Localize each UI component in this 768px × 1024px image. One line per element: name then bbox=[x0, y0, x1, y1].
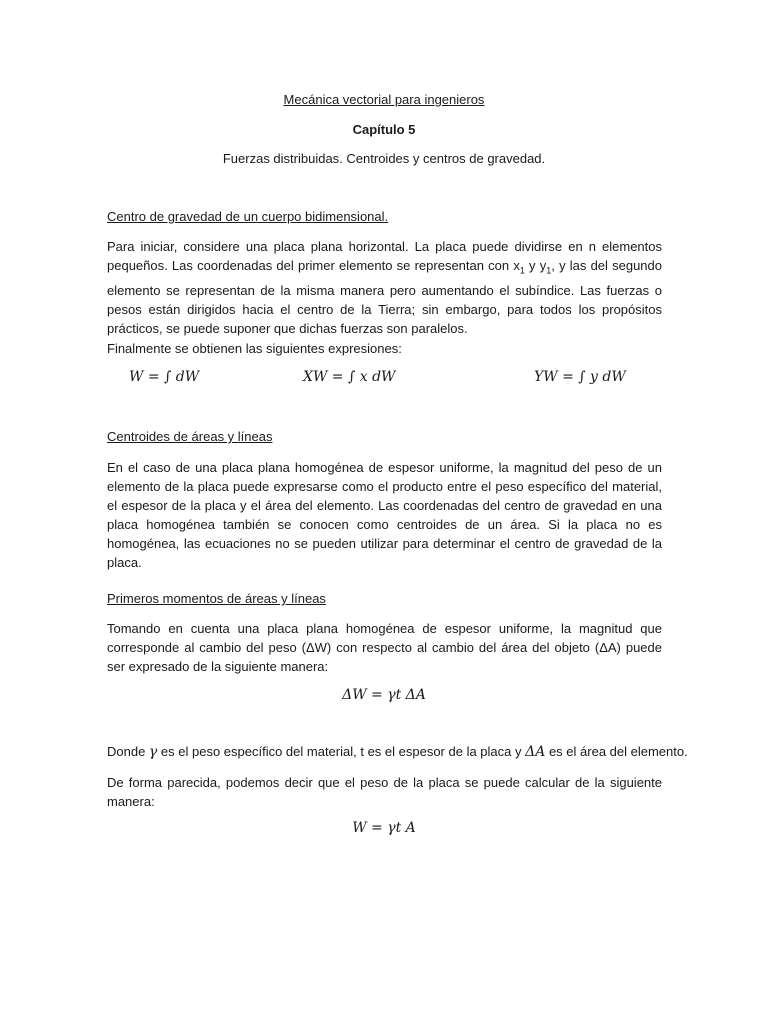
paragraph-donde-text-c: es el área del elemento. bbox=[545, 744, 688, 759]
paragraph-expresiones: Finalmente se obtienen las siguientes expresiones: bbox=[107, 341, 402, 356]
paragraph-intro-text-c: , y las del segundo elemento se representan de la misma manera pero aumentando el subíndice. Las fuerzas o pesos están dirigidos hacia el centro de la Tierra; sin embargo, para todos los propósitos prácticos, se puede suponer que dichas fuerzas son paralelos. bbox=[107, 258, 663, 336]
section-heading-centro-gravedad: Centro de gravedad de un cuerpo bidimensional. bbox=[107, 209, 389, 224]
equation-x-moment: XW = ∫ x dW bbox=[303, 369, 396, 385]
paragraph-donde-text-a: Donde bbox=[107, 744, 149, 759]
paragraph-intro-text-b: y y bbox=[524, 258, 547, 273]
subscript-1b: 1 bbox=[546, 265, 552, 276]
gamma-symbol: γ bbox=[148, 744, 158, 760]
paragraph-intro bbox=[107, 237, 662, 338]
section-heading-centroides: Centroides de áreas y líneas bbox=[107, 429, 273, 444]
paragraph-donde bbox=[107, 744, 688, 760]
chapter-subtitle: Fuerzas distribuidas. Centroides y centros de gravedad. bbox=[222, 151, 546, 166]
chapter-title: Capítulo 5 bbox=[352, 122, 416, 137]
equation-weight: W = ∫ dW bbox=[129, 369, 200, 385]
book-title: Mecánica vectorial para ingenieros bbox=[283, 92, 485, 107]
paragraph-forma-parecida: De forma parecida, podemos decir que el peso de la placa se puede calcular de la siguiente manera: bbox=[107, 775, 662, 809]
equation-delta-weight: ΔW = γt ΔA bbox=[342, 687, 426, 703]
section-heading-primeros-momentos: Primeros momentos de áreas y líneas bbox=[107, 591, 326, 606]
equation-plate-weight: W = γt A bbox=[352, 820, 416, 836]
paragraph-donde-text-b: es el peso específico del material, t es el espesor de la placa y bbox=[157, 744, 526, 759]
paragraph-intro-text-a: Para iniciar, considere una placa plana horizontal. La placa puede dividirse en n elementos pequeños. Las coordenadas del primer elemento se representan con x bbox=[107, 239, 662, 273]
delta-area-symbol: ΔA bbox=[525, 744, 546, 760]
paragraph-primeros-momentos: Tomando en cuenta una placa plana homogénea de espesor uniforme, la magnitud que corresponde al cambio del peso (ΔW) con respecto al cambio del área del objeto (ΔA) puede ser expresado de la siguiente manera: bbox=[107, 621, 662, 674]
paragraph-centroides: En el caso de una placa plana homogénea de espesor uniforme, la magnitud del peso de un elemento de la placa puede expresarse como el producto entre el peso específico del material, el espesor de la placa y el área del elemento. Las coordenadas del centro de gravedad en una placa homogénea también se conocen como centroides de un área. Si la placa no es homogénea, las ecuaciones no se pueden utilizar para determinar el centro de gravedad de la placa. bbox=[107, 460, 662, 570]
equation-y-moment: YW = ∫ y dW bbox=[534, 369, 626, 385]
subscript-1a: 1 bbox=[519, 265, 525, 276]
